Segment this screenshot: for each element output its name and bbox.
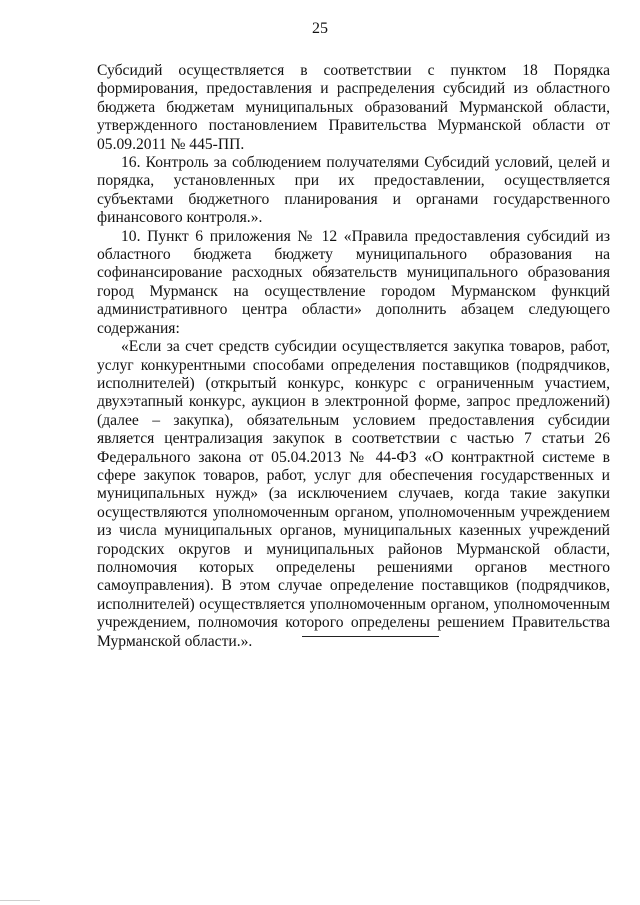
paragraph-quoted-addition: «Если за счет средств субсидии осуществляется закупка товаров, работ, услуг конкурентными способами определения поставщиков (подрядчиков, исполнителей) (открытый конкурс, конкурс с ограниченным участием, двухэтапный конкурс, аукцион в электронной форме, запрос предложений) (далее – закупка), обязательным условием предоставления субсидии является централизация закупок в соответствии с частью 7 статьи 26 Федерального закона от 05.04.2013 № 44-ФЗ «О контрактной системе в сфере закупок товаров, работ, услуг для обеспечения государственных и муниципальных нужд» (за исключением случаев, когда такие закупки осуществляются уполномоченным органом, уполномоченным учреждением из числа муниципальных органов, муниципальных казенных учреждений городских округов и муниципальных районов Мурманской области, полномочия которых определены решениями органов местного самоуправления). В этом случае определение поставщиков (подрядчиков, исполнителей) осуществляется уполномоченным органом, уполномоченным учреждением, полномочия которого определены решением Правительства Мурманской области.». (97, 338, 610, 650)
paragraph-item-16: 16. Контроль за соблюдением получателями Субсидий условий, целей и порядка, установленных при их предоставлении, осуществляется субъектами бюджетного планирования и органами государственного финансового контроля.». (97, 154, 610, 227)
page-number: 25 (312, 20, 328, 37)
document-body (97, 62, 610, 651)
closing-rule (302, 636, 439, 637)
scan-edge-mark (0, 900, 40, 901)
paragraph-item-10: 10. Пункт 6 приложения № 12 «Правила предоставления субсидий из областного бюджета бюджету муниципального образования на софинансирование расходных обязательств муниципального образования город Мурманск на осуществление городом Мурманском функций административного центра области» дополнить абзацем следующего содержания: (97, 227, 610, 337)
paragraph-continuation: Субсидий осуществляется в соответствии с пунктом 18 Порядка формирования, предоставления и распределения субсидий из областного бюджета бюджетам муниципальных образований Мурманской области, утвержденного постановлением Правительства Мурманской области от 05.09.2011 № 445-ПП. (97, 62, 610, 153)
